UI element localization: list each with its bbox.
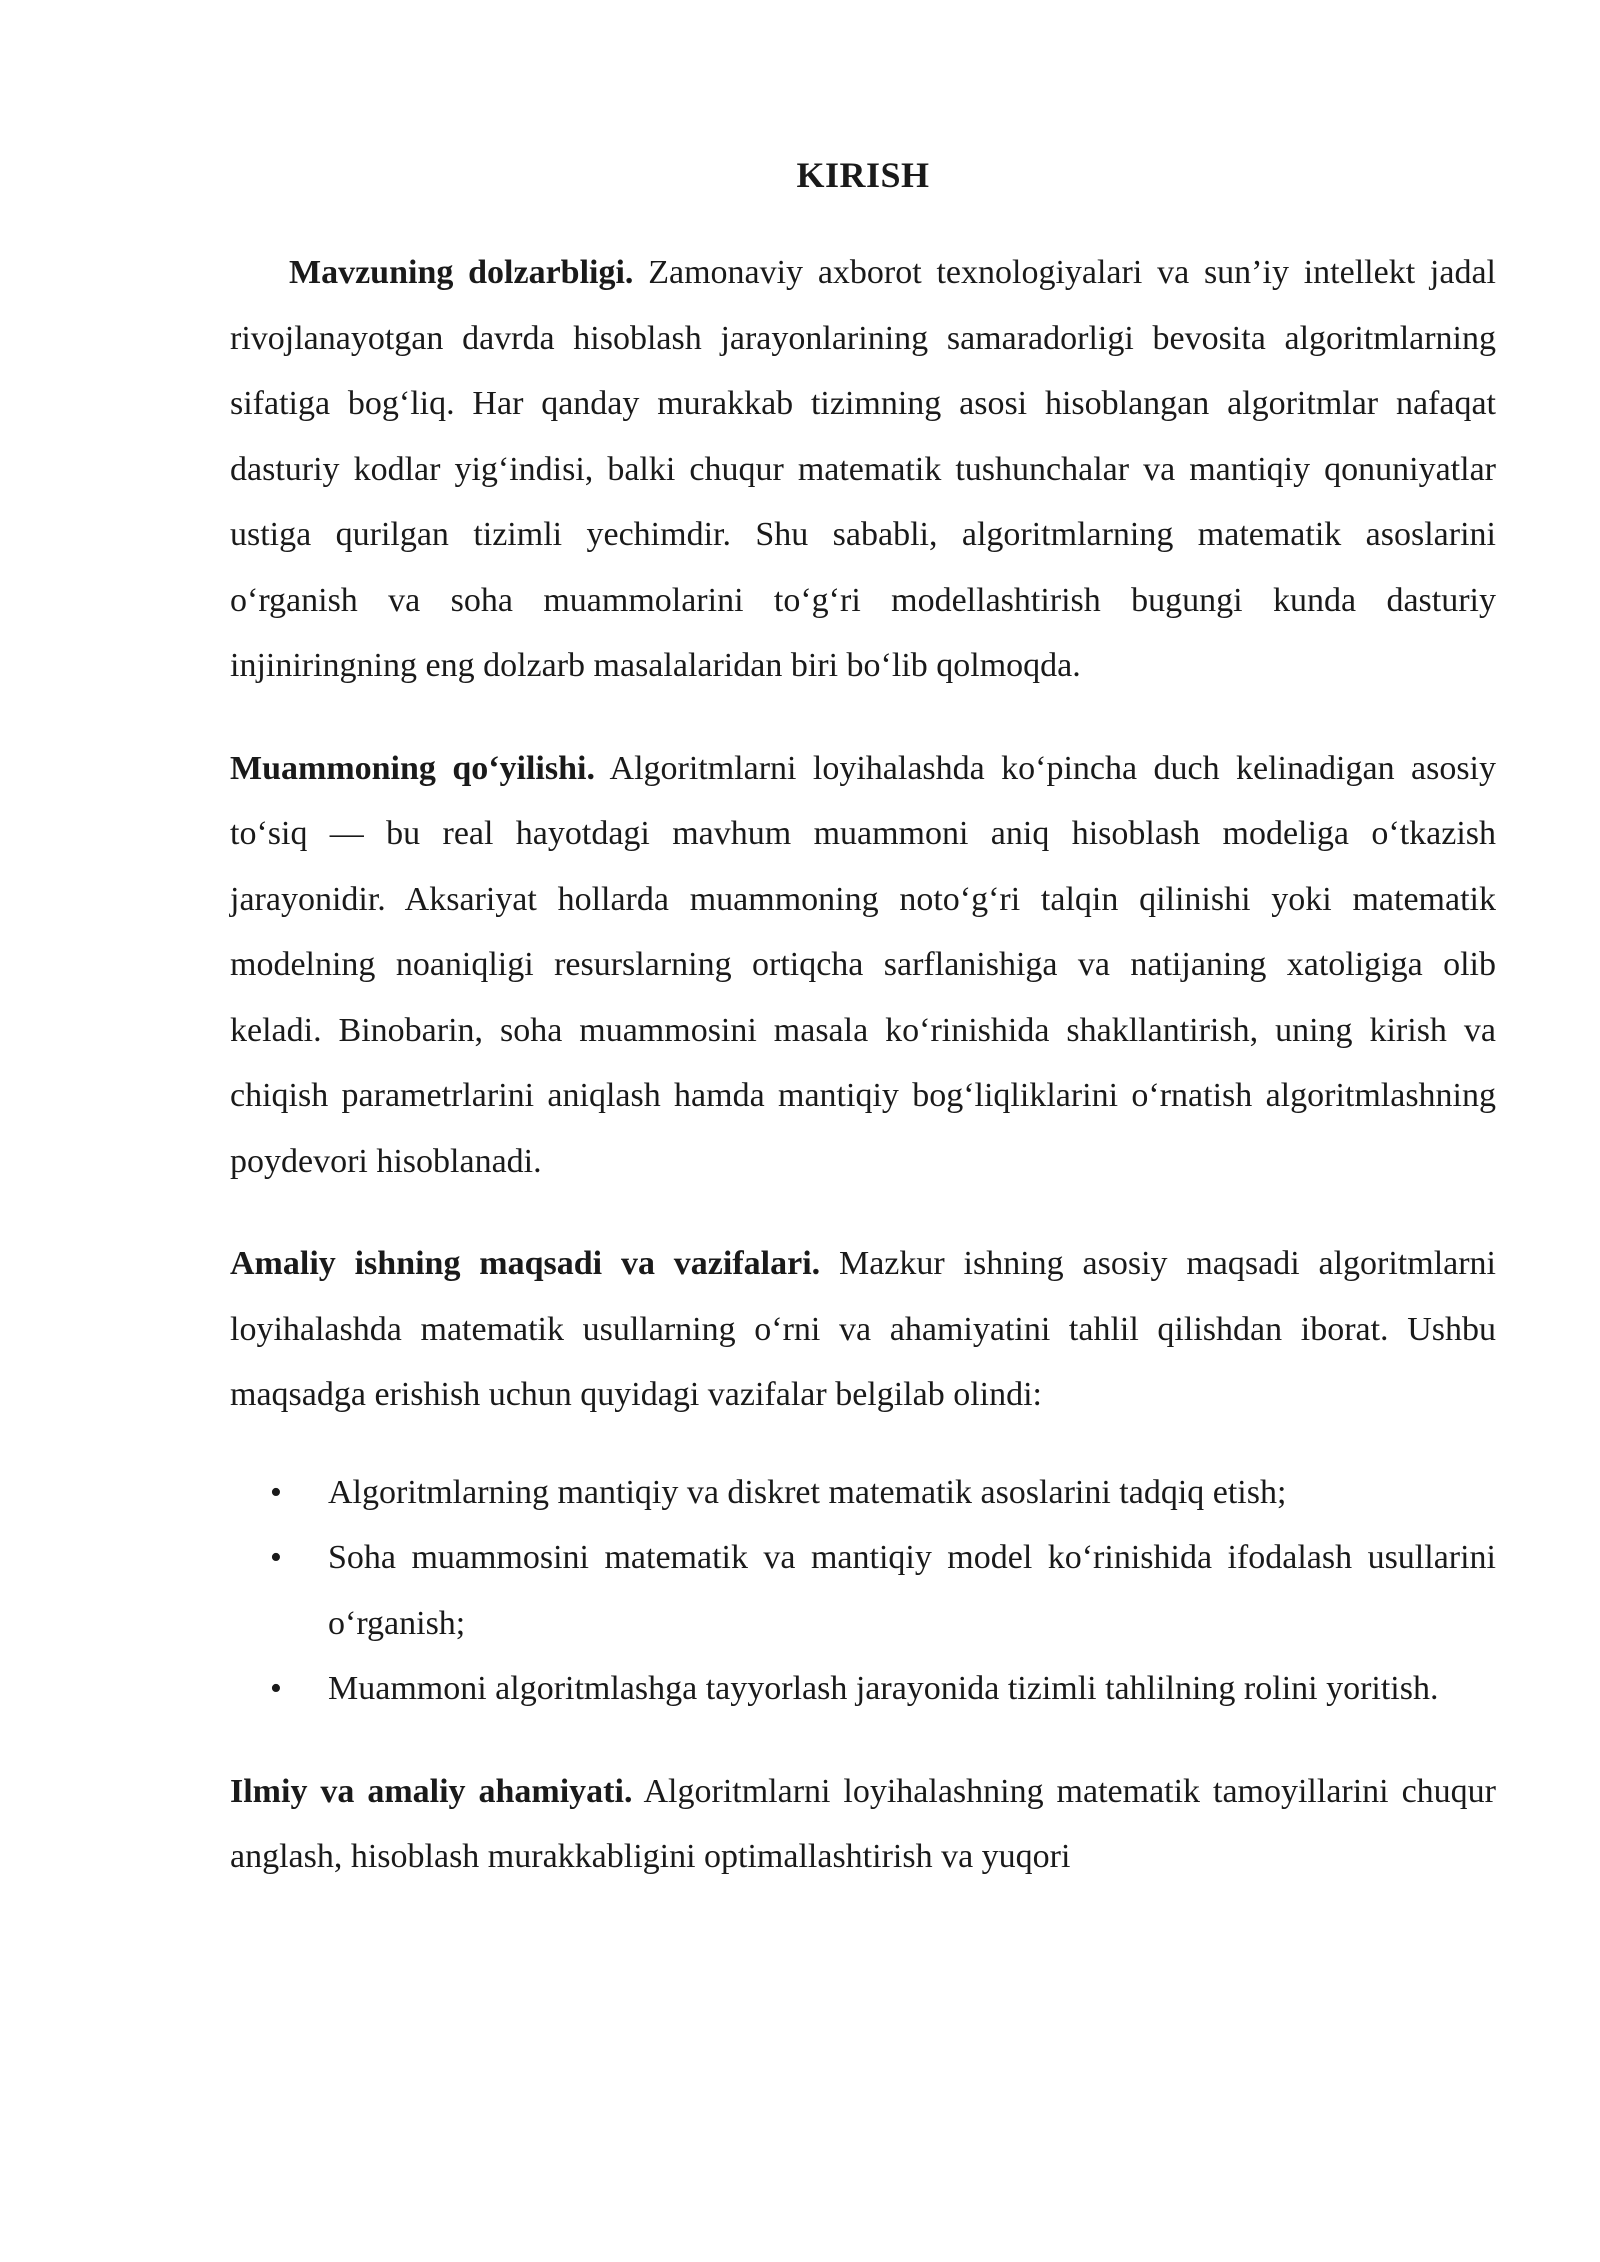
bullet-icon: • bbox=[270, 1473, 282, 1511]
document-page bbox=[230, 150, 1496, 1890]
bullet-icon: • bbox=[270, 1670, 282, 1707]
section-heading-relevance: Mavzuning dolzarbligi. bbox=[289, 254, 634, 291]
section-problem bbox=[230, 736, 1496, 1195]
section-text-goals: Mazkur ishning asosiy maqsadi algoritmlarni loyihalashda matematik usullarning o‘rni va ahamiyatini tahlil qilishdan iborat. Ushbu maqsadga erishish uchun quyidagi vazifalar belgilab olindi: bbox=[230, 1245, 1497, 1413]
section-significance bbox=[230, 1759, 1496, 1890]
section-text-relevance: Zamonaviy axborot texnologiyalari va sun’iy intellekt jadal rivojlanayotgan davrda hisoblash jarayonlarining samaradorligi bevosita algoritmlarning sifatiga bog‘liq. Har qanday murakkab tizimning asosi hisoblangan algoritmlar nafaqat dasturiy kodlar yig‘indisi, balki chuqur matematik tushunchalar va mantiqiy qonuniyatlar ustiga qurilgan tizimli yechimdir. Shu sababli, algoritmlarning matematik asoslarini o‘rganish va soha muammolarini to‘g‘ri modellashtirish bugungi kunda dasturiy injiniringning eng dolzarb masalalaridan biri bo‘lib qolmoqda. bbox=[230, 254, 1496, 684]
list-item-text: Muammoni algoritmlashga tayyorlash jarayonida tizimli tahlilning rolini yoritish. bbox=[328, 1670, 1439, 1707]
section-heading-problem: Muammoning qo‘yilishi. bbox=[230, 749, 595, 787]
list-item-text: Soha muammosini matematik va mantiqiy model ko‘rinishida ifodalash usullarini o‘rganish; bbox=[328, 1539, 1496, 1642]
section-text-problem: Algoritmlarni loyihalashda ko‘pincha duch kelinadigan asosiy to‘siq — bu real hayotdagi mavhum muammoni aniq hisoblash modeliga o‘tkazish jarayonidir. Aksariyat hollarda muammoning noto‘g‘ri talqin qilinishi yoki matematik modelning noaniqligi resurslarning ortiqcha sarflanishiga va natijaning xatoligiga olib keladi. Binobarin, soha muammosini masala ko‘rinishida shakllantirish, uning kirish va chiqish parametrlarini aniqlash hamda mantiqiy bog‘liqliklarini o‘rnatish algoritmlashning poydevori hisoblanadi. bbox=[230, 749, 1496, 1180]
section-heading-goals: Amaliy ishning maqsadi va vazifalari. bbox=[230, 1245, 821, 1282]
section-text-significance: Algoritmlarni loyihalashning matematik tamoyillarini chuqur anglash, hisoblash murakkabligini optimallashtirish va yuqori bbox=[230, 1772, 1496, 1875]
page-title: KIRISH bbox=[796, 155, 930, 195]
section-heading-significance: Ilmiy va amaliy ahamiyati. bbox=[230, 1772, 633, 1810]
bullet-icon: • bbox=[270, 1539, 282, 1576]
list-item bbox=[270, 1460, 1496, 1526]
task-list bbox=[230, 1460, 1496, 1722]
list-item bbox=[270, 1525, 1496, 1656]
list-item bbox=[270, 1656, 1496, 1722]
list-item-text: Algoritmlarning mantiqiy va diskret matematik asoslarini tadqiq etish; bbox=[328, 1473, 1287, 1511]
section-relevance bbox=[230, 240, 1496, 699]
section-goals bbox=[230, 1231, 1496, 1428]
